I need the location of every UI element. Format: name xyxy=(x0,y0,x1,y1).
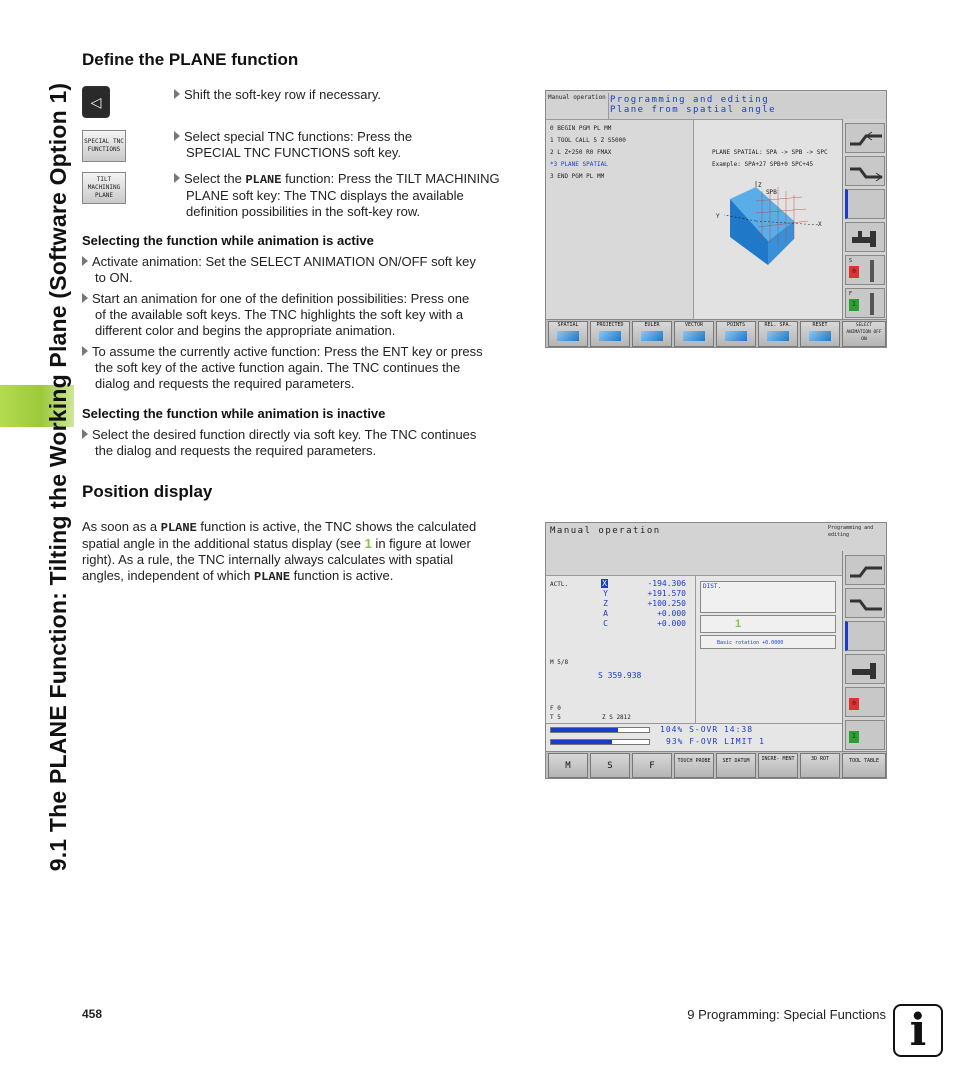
position-text: As soon as a PLANE function is active, the TNC shows the calculated spatial angle in the additional status display (see 1 in figure at lower right). As a rule, the TNC internally always calculates with spatial angles, independent of which PLANE function is active. xyxy=(82,519,477,584)
feed-override-bar xyxy=(550,739,650,745)
axis-letters: X Y Z A C xyxy=(602,579,608,628)
spindle-run-icon xyxy=(870,293,874,315)
m-label: M 5/8 xyxy=(550,659,569,666)
softkey-reset[interactable]: RESET xyxy=(800,321,840,347)
feed-override-text: 93% F-OVR LIMIT 1 xyxy=(666,737,765,746)
screen1-vkey-3[interactable] xyxy=(845,189,885,219)
screen2-vkey-4[interactable] xyxy=(845,654,885,684)
screen2-vkey-3[interactable] xyxy=(845,621,885,651)
position-heading: Position display xyxy=(82,482,213,501)
info-icon: i xyxy=(893,1004,943,1057)
step-shift: Shift the soft-key row if necessary. xyxy=(174,87,381,103)
softkey-projected[interactable]: PROJECTED xyxy=(590,321,630,347)
dist-panel: DIST. xyxy=(700,581,836,613)
page-number: 458 xyxy=(82,1007,103,1021)
spindle-speed: S 359.938 xyxy=(598,671,642,680)
spindle-off-icon: 0 xyxy=(849,266,859,278)
softkey-select-animation[interactable]: SELECT ANIMATION OFF ON xyxy=(842,321,886,347)
side-title: 9.1 The PLANE Function: Tilting the Working Plane (Software Option 1) xyxy=(45,82,71,872)
screen1-title1: Programming and editing xyxy=(610,95,770,105)
coolant-icon xyxy=(846,223,886,253)
softkey-3d-rot[interactable]: 3D ROT xyxy=(800,753,840,778)
axis-z-label: Z xyxy=(758,182,762,189)
define-heading: Define the PLANE function xyxy=(82,50,299,69)
active-heading: Selecting the function while animation is active xyxy=(82,233,374,248)
points-icon xyxy=(725,331,747,341)
softkey-points[interactable]: POINTS xyxy=(716,321,756,347)
rel-spa-icon xyxy=(767,331,789,341)
screen2-title: Programming and editing xyxy=(828,525,874,538)
prog-line-2: 2 L Z+250 R0 FMAX xyxy=(550,149,612,156)
tool-left-icon xyxy=(846,124,886,154)
active-b1: Activate animation: Set the SELECT ANIMATION ON/OFF soft key to ON. xyxy=(82,254,476,286)
screen2-vkey-1[interactable] xyxy=(845,555,885,585)
callout-1: 1 xyxy=(735,618,742,630)
spatial-icon xyxy=(557,331,579,341)
screen2-vkey-5[interactable] xyxy=(845,687,885,717)
prog-line-4: 3 END PGM PL MM xyxy=(550,173,605,180)
screen1-vkey-5[interactable] xyxy=(845,255,885,285)
inactive-b1: Select the desired function directly via soft key. The TNC continues the dialog and requests the required parameters. xyxy=(82,427,476,459)
softkey-set-datum[interactable]: SET DATUM xyxy=(716,753,756,778)
basic-rotation-panel: Basic rotation +0.0000 xyxy=(700,635,836,649)
coolant-icon xyxy=(846,655,886,685)
spindle-on-icon: I xyxy=(849,731,859,743)
reset-icon xyxy=(809,331,831,341)
tool-axis-label: Z S 2812 xyxy=(602,714,631,721)
actl-label: ACTL. xyxy=(550,581,569,588)
tnc-screen-programming xyxy=(545,90,887,348)
special-tnc-key: SPECIAL TNC FUNCTIONS xyxy=(82,130,126,162)
screen1-vkey-1[interactable] xyxy=(845,123,885,153)
softkey-s[interactable]: S xyxy=(590,753,630,778)
prog-line-3: *3 PLANE SPATIAL xyxy=(550,161,608,168)
spatial-angle-panel xyxy=(700,615,836,633)
tnc-screen-manual xyxy=(545,522,887,779)
axis-y-label: Y xyxy=(716,213,720,220)
chapter-footer: 9 Programming: Special Functions xyxy=(687,1007,886,1022)
screen1-mode: Manual operation xyxy=(548,94,606,101)
prog-line-0: 0 BEGIN PGM PL MM xyxy=(550,125,612,132)
tool-left-icon xyxy=(846,556,886,586)
softkey-m[interactable]: M xyxy=(548,753,588,778)
active-b3: To assume the currently active function: Press the ENT key or press the soft key of the active function again. The TNC continues the dialog and requests the required parameters. xyxy=(82,344,483,392)
vector-icon xyxy=(683,331,705,341)
axis-spb-label: SPB xyxy=(766,189,777,196)
softkey-vector[interactable]: VECTOR xyxy=(674,321,714,347)
softkey-spatial[interactable]: SPATIAL xyxy=(548,321,588,347)
softkey-f[interactable]: F xyxy=(632,753,672,778)
tool-right-icon xyxy=(846,589,886,619)
info-line-1: PLANE SPATIAL: SPA -> SPB -> SPC xyxy=(712,149,828,156)
softkey-increment[interactable]: INCRE- MENT xyxy=(758,753,798,778)
screen2-mode: Manual operation xyxy=(550,526,661,536)
softkey-euler[interactable]: EULER xyxy=(632,321,672,347)
screen1-vkey-2[interactable] xyxy=(845,156,885,186)
projected-icon xyxy=(599,331,621,341)
active-b2: Start an animation for one of the definition possibilities: Press one of the available soft keys. The TNC highlights the soft key with a different color and begins the appropriate animation. xyxy=(82,291,469,339)
prog-line-1: 1 TOOL CALL 5 Z S5000 xyxy=(550,137,626,144)
spindle-on-icon: I xyxy=(849,299,859,311)
spindle-override-text: 104% S-OVR 14:38 xyxy=(660,725,754,734)
spindle-off-icon: 0 xyxy=(849,698,859,710)
softkey-touch-probe[interactable]: TOUCH PROBE xyxy=(674,753,714,778)
screen1-vkey-6[interactable] xyxy=(845,288,885,318)
tilt-plane-key: TILT MACHINING PLANE xyxy=(82,172,126,204)
axis-x-label: X xyxy=(818,221,822,228)
step-select: Select the PLANE function: Press the TILT MACHINING PLANE soft key: The TNC displays the available definition possibilities in the soft-key row. xyxy=(174,171,500,220)
axis-values: -194.306 +191.570 +100.250 +0.000 +0.000 xyxy=(647,579,686,628)
shift-key-icon: ◁ xyxy=(82,86,110,118)
tool-label: T 5 xyxy=(550,714,561,721)
step-special: Select special TNC functions: Press the SPECIAL TNC FUNCTIONS soft key. xyxy=(174,129,412,161)
inactive-heading: Selecting the function while animation is inactive xyxy=(82,406,386,421)
screen2-vkey-6[interactable] xyxy=(845,720,885,750)
spindle-override-bar xyxy=(550,727,650,733)
softkey-tool-table[interactable]: TOOL TABLE xyxy=(842,753,886,778)
softkey-rel-spa[interactable]: REL. SPA. xyxy=(758,321,798,347)
euler-icon xyxy=(641,331,663,341)
screen2-vkey-2[interactable] xyxy=(845,588,885,618)
screen1-vkey-4[interactable] xyxy=(845,222,885,252)
info-line-2: Example: SPA+27 SPB+0 SPC+45 xyxy=(712,161,814,168)
screen1-title2: Plane from spatial angle xyxy=(610,105,777,115)
screen1-spindle-s: S xyxy=(849,258,853,264)
feed-label: F 0 xyxy=(550,705,561,712)
spindle-icon xyxy=(870,260,874,282)
tool-right-icon xyxy=(846,157,886,187)
screen1-feed-f: F xyxy=(849,291,853,297)
